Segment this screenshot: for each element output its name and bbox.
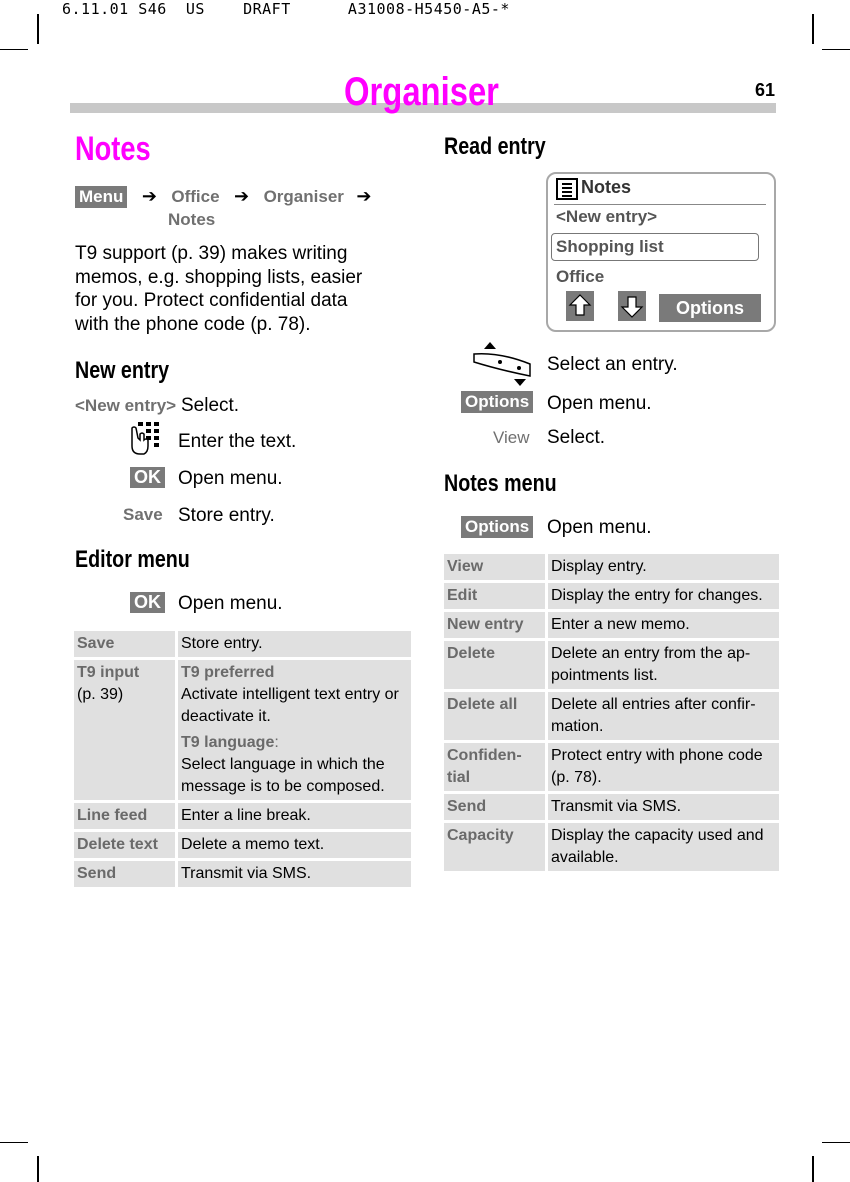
step-text: Select an entry. — [547, 354, 678, 375]
save-softkey: Save — [123, 505, 163, 524]
crop-mark — [0, 1142, 28, 1143]
path-organiser: Organiser — [263, 187, 344, 206]
display-item-selected[interactable]: Shopping list — [551, 233, 759, 261]
crop-mark — [822, 49, 850, 50]
menu-path — [75, 186, 405, 208]
read-entry-heading: Read entry — [444, 133, 546, 160]
display-title: Notes — [581, 177, 632, 197]
options-softkey[interactable]: Options — [659, 294, 761, 322]
table-row: Confiden-tial Protect entry with phone code (p. 78). — [444, 743, 779, 791]
path-office: Office — [171, 187, 220, 206]
step-text: Select. — [547, 427, 606, 448]
keypad-icon — [126, 420, 162, 463]
table-row: T9 input (p. 39) T9 preferred Activate intelligent text entry or deactivate it. T9 language: Select language in which the message is to be composed. — [74, 660, 411, 800]
table-row: View Display entry. — [444, 554, 779, 580]
phone-display — [546, 172, 776, 332]
new-entry-softkey: <New entry> — [75, 396, 177, 415]
arrow-up-icon[interactable] — [566, 291, 594, 321]
crop-mark — [37, 1156, 39, 1182]
step-text: Open menu. — [178, 468, 283, 489]
table-row: Send Transmit via SMS. — [444, 794, 779, 820]
notes-menu-table — [441, 551, 782, 874]
step-text: Select. — [181, 395, 240, 416]
table-row: Save Store entry. — [74, 631, 411, 657]
ok-key: OK — [130, 592, 165, 613]
menu-key: Menu — [75, 186, 127, 208]
step-text: Open menu. — [178, 593, 283, 614]
table-row: Capacity Display the capacity used and available. — [444, 823, 779, 871]
crop-mark — [812, 1156, 814, 1182]
nav-key-icon — [470, 340, 534, 393]
display-item[interactable]: <New entry> — [556, 207, 658, 226]
table-row: Edit Display the entry for changes. — [444, 583, 779, 609]
page-title: Organiser — [344, 70, 499, 114]
draft-header: 6.11.01 S46 US DRAFT A31008-H5450-A5-* — [62, 0, 510, 18]
crop-mark — [812, 14, 814, 44]
editor-menu-heading: Editor menu — [75, 546, 190, 573]
notes-heading: Notes — [75, 130, 151, 168]
table-row: Delete Delete an entry from the ap-pointments list. — [444, 641, 779, 689]
notes-menu-heading: Notes menu — [444, 470, 557, 497]
options-key: Options — [461, 516, 533, 538]
table-row: Send Transmit via SMS. — [74, 861, 411, 887]
step-text: Open menu. — [547, 517, 652, 538]
notes-list-icon — [556, 178, 578, 205]
divider — [554, 204, 766, 205]
table-row: Delete all Delete all entries after confir-mation. — [444, 692, 779, 740]
notes-intro: T9 support (p. 39) makes writing memos, e.g. shopping lists, easier for you. Protect confidential data with the phone code (p. 78). — [75, 243, 363, 335]
step-text: Enter the text. — [178, 431, 297, 452]
view-softkey: View — [493, 428, 530, 447]
arrow-right-icon: ➔ — [234, 186, 250, 206]
options-key: Options — [461, 391, 533, 413]
crop-mark — [822, 1142, 850, 1143]
editor-menu-table — [71, 628, 414, 890]
arrow-right-icon: ➔ — [356, 186, 372, 206]
ok-key: OK — [130, 467, 165, 488]
arrow-right-icon: ➔ — [141, 186, 157, 206]
table-row: Line feed Enter a line break. — [74, 803, 411, 829]
new-entry-heading: New entry — [75, 357, 170, 384]
crop-mark — [37, 14, 39, 44]
table-row: New entry Enter a new memo. — [444, 612, 779, 638]
crop-mark — [0, 49, 28, 50]
page-number: 61 — [755, 80, 776, 100]
display-item[interactable]: Office — [556, 267, 605, 286]
arrow-down-icon[interactable] — [618, 291, 646, 321]
table-row: Delete text Delete a memo text. — [74, 832, 411, 858]
step-text: Store entry. — [178, 505, 275, 526]
path-notes: Notes — [168, 210, 216, 229]
step-text: Open menu. — [547, 393, 652, 414]
